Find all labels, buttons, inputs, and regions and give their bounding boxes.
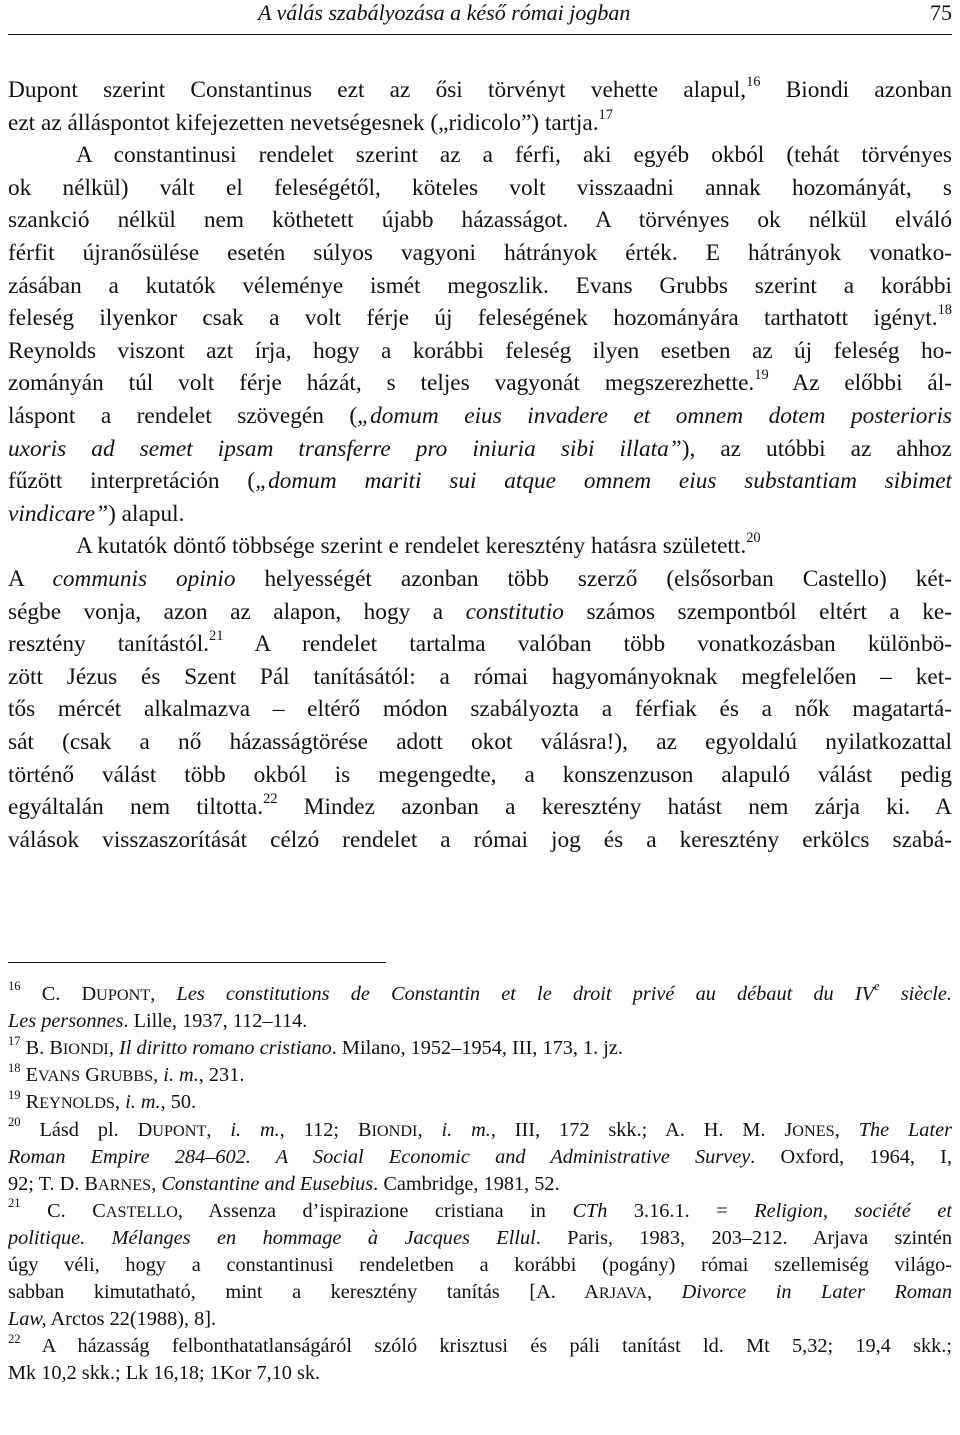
text-run: A constantinusi rendelet szerint az a férfi, aki egyéb okból (tehát törvényes — [76, 142, 952, 169]
footnote-line — [8, 1305, 952, 1333]
text-run: 92; T. D. B — [8, 1172, 98, 1195]
italic-text: Constantine and Eusebius — [161, 1172, 374, 1195]
text-run: , — [647, 1281, 682, 1304]
body-line — [8, 139, 952, 171]
footnote-line — [8, 1197, 952, 1225]
italic-text: „domum mariti sui atque omnem eius substantiam sibimet — [255, 468, 952, 495]
small-caps-text: VANS — [38, 1067, 81, 1086]
text-run: feleség ilyenkor csak a volt férje új feleségének hozományára tarthatott igényt. — [8, 305, 938, 332]
body-line — [8, 237, 952, 269]
text-run: A házasság felbonthatatlanságáról szóló krisztusi és páli tanítást ld. Mt 5,32; 19,4 skk.; — [20, 1335, 952, 1358]
footnote-marker: 18 — [937, 302, 952, 319]
text-run: , — [834, 1118, 859, 1141]
text-run: fűzött interpretáción ( — [8, 468, 256, 495]
small-caps-text: ASTELLO — [105, 1202, 178, 1221]
italic-text: Roman Empire 284–602. A Social Economic and Administrative Survey — [8, 1145, 751, 1168]
small-caps-text: ARNES — [97, 1175, 152, 1194]
text-run: ) alapul. — [108, 500, 185, 527]
small-caps-text: EYNOLDS — [39, 1094, 115, 1113]
italic-text: vindicare” — [8, 500, 109, 527]
body-line — [8, 693, 952, 725]
text-run: Mk 10,2 skk.; Lk 16,18; 1Kor 7,10 sk. — [8, 1362, 321, 1385]
text-run: G — [80, 1064, 100, 1087]
body-line — [8, 824, 952, 856]
italic-text: Les personnes — [8, 1010, 124, 1033]
text-run: Biondi azonban — [760, 77, 952, 103]
body-line — [8, 628, 952, 660]
footnote-marker: 17 — [8, 1034, 21, 1048]
text-run: zásában a kutatók véleménye ismét megoszlik. Evans Grubbs szerint a korábbi — [8, 272, 952, 299]
text-run: ségbe vonja, azon az alapon, hogy a — [8, 598, 466, 625]
text-run: 3.16.1. = — [607, 1199, 755, 1222]
footnote-marker: 21 — [8, 1196, 21, 1211]
footnote-marker: 22 — [8, 1332, 21, 1346]
text-run: A — [8, 566, 53, 592]
text-run: , 231. — [198, 1064, 245, 1087]
text-run: , — [150, 983, 177, 1005]
text-run: ), az utóbbi az ahhoz — [681, 435, 952, 462]
text-run: . Paris, 1983, 203–212. Arjava szintén — [535, 1226, 952, 1249]
text-run: . Cambridge, 1981, 52. — [373, 1172, 560, 1195]
text-run: R — [20, 1091, 40, 1114]
footnote-line — [8, 1007, 952, 1035]
text-run: , — [108, 1037, 119, 1060]
small-caps-text: IONDI — [62, 1040, 109, 1059]
text-run: sát (csak a nő házasságtörése adott okot válásra!), az egyoldalú nyilatkozattal — [8, 729, 952, 755]
body-line — [8, 172, 952, 204]
body-line — [8, 661, 952, 693]
footnote-line — [8, 1224, 952, 1252]
text-run: C. D — [20, 983, 97, 1005]
footnote-marker: 19 — [8, 1088, 21, 1102]
small-caps-text: UPONT — [96, 986, 151, 1004]
footnote-line — [8, 1278, 952, 1306]
footnote-marker: 16 — [746, 74, 761, 91]
body-line — [8, 726, 952, 758]
text-run: A rendelet tartalma valóban több vonatkozásban különbö- — [223, 631, 952, 658]
page-number: 75 — [930, 0, 952, 25]
body-line — [8, 335, 952, 367]
italic-text: Law, — [8, 1308, 47, 1331]
text-run: Arctos 22(1988), 8]. — [46, 1308, 217, 1331]
body-line — [8, 367, 952, 399]
footnote-line — [8, 1034, 952, 1062]
text-run: , — [206, 1118, 231, 1141]
body-line — [8, 759, 952, 791]
small-caps-text: ONES — [792, 1121, 835, 1140]
italic-text: Religion, société et — [754, 1199, 952, 1222]
body-line — [8, 596, 952, 628]
footnote-marker: 19 — [754, 367, 769, 384]
text-run: helyességét azonban több szerző (elsősorban Castello) két- — [235, 566, 952, 592]
footnote-marker: e — [874, 980, 880, 994]
footnote-line — [8, 1251, 952, 1279]
small-caps-text: UPONT — [152, 1121, 207, 1140]
footnote-marker: 21 — [209, 628, 224, 645]
text-run: , Assenza d’ispirazione cristiana in — [177, 1199, 573, 1222]
footnote-line — [8, 1332, 952, 1360]
italic-text: i. m. — [163, 1064, 199, 1087]
text-run: ok nélkül) vált el feleségétől, köteles volt visszaadni annak hozományát, s — [8, 174, 952, 201]
footnote-marker: 18 — [8, 1061, 21, 1075]
italic-text: constitutio — [465, 598, 564, 625]
text-run: Reynolds viszont azt írja, hogy a korábbi feleség ilyen esetben az új feleség ho- — [8, 337, 952, 364]
italic-text: „domum eius invadere et omnem dotem posterioris — [357, 403, 952, 429]
running-title: A válás szabályozása a késő római jogban — [258, 0, 631, 25]
footnote-line — [8, 1116, 952, 1144]
text-run: Dupont szerint Constantinus ezt az ősi törvényt vehette alapul, — [8, 77, 747, 103]
footnote-line — [8, 980, 952, 1008]
footnote-line — [8, 1143, 952, 1171]
footnote-line — [8, 1088, 952, 1116]
body-line — [8, 465, 952, 497]
footnote-marker: 20 — [8, 1115, 21, 1129]
body-line — [8, 107, 952, 139]
italic-text: i. m. — [441, 1118, 491, 1141]
italic-text: Divorce in Later Roman — [681, 1281, 952, 1304]
text-run: , 50. — [160, 1091, 197, 1114]
body-line — [8, 400, 952, 432]
text-run: Mindez azonban a keresztény hatást nem zárja ki. A — [277, 794, 952, 821]
italic-text: i. m. — [125, 1091, 161, 1114]
italic-text: Il diritto romano cristiano — [118, 1037, 332, 1060]
header-rule — [8, 34, 952, 35]
italic-text: uxoris ad semet ipsam transferre pro iniuria sibi illata” — [8, 435, 682, 462]
body-line — [8, 498, 952, 530]
text-run: , — [114, 1091, 126, 1114]
italic-text: Les constitutions de Constantin et le droit privé au débaut du IV — [176, 983, 874, 1005]
text-run: úgy véli, hogy a constantinusi rendeletben a korábbi (pogány) római szellemiség világo- — [8, 1254, 952, 1276]
text-run: , — [151, 1172, 162, 1195]
footnote-marker: 20 — [746, 530, 761, 547]
text-run: zományán túl volt férje házát, s teljes vagyonát megszerezhette. — [8, 370, 755, 397]
small-caps-text: RUBBS — [99, 1067, 154, 1086]
body-line — [8, 433, 952, 465]
italic-text: siècle. — [879, 983, 952, 1005]
text-run: E — [20, 1064, 39, 1087]
text-run: egyáltalán nem tiltotta. — [8, 794, 264, 821]
text-run: történő válást több okból is megengedte, a konszenzuson alapuló válást pedig — [8, 761, 952, 788]
text-run: . Oxford, 1964, I, — [750, 1145, 952, 1168]
footnote-marker: 17 — [598, 106, 613, 123]
body-line — [8, 530, 952, 562]
text-run: ezt az álláspontot kifejezetten nevetségesnek („ridicolo”) tartja. — [8, 109, 599, 136]
text-run: A kutatók döntő többsége szerint e rendelet keresztény hatásra született. — [76, 533, 747, 560]
text-run: , — [153, 1064, 164, 1087]
text-run: , III, 172 skk.; A. H. M. J — [490, 1118, 793, 1141]
text-run: Lásd pl. D — [20, 1118, 153, 1141]
body-line — [8, 791, 952, 823]
body-line — [8, 270, 952, 302]
italic-text: politique. Mélanges en hommage à Jacques Ellul — [8, 1226, 536, 1249]
text-run: . Lille, 1937, 112–114. — [123, 1010, 308, 1033]
text-run: láspont a rendelet szövegén ( — [8, 403, 358, 429]
text-run: . Milano, 1952–1954, III, 173, 1. jz. — [331, 1037, 623, 1060]
text-run: válások visszaszorítását célzó rendelet a római jog és a keresztény erkölcs szabá- — [8, 826, 952, 853]
body-line — [8, 302, 952, 334]
page-header — [0, 0, 960, 34]
italic-text: The Later — [858, 1118, 952, 1141]
italic-text: i. m. — [230, 1118, 280, 1141]
italic-text: communis opinio — [52, 566, 236, 592]
footnote-line — [8, 1061, 952, 1089]
text-run: resztény tanítástól. — [8, 631, 210, 658]
text-run: sabban kimutatható, mint a keresztény tanítás [A. A — [8, 1281, 599, 1304]
footnote-line — [8, 1170, 952, 1198]
text-run: B. B — [20, 1037, 63, 1060]
body-line — [8, 74, 952, 106]
text-run: szankció nélkül nem köthetett újabb házasságot. A törvényes ok nélkül elváló — [8, 207, 952, 234]
text-run: , — [417, 1118, 442, 1141]
footnote-marker: 22 — [263, 791, 278, 808]
footnote-line — [8, 1359, 952, 1387]
text-run: , 112; B — [279, 1118, 372, 1141]
text-run: férfit újranősülése esetén súlyos vagyoni hátrányok érték. E hátrányok vonatko- — [8, 240, 952, 266]
footnote-separator — [8, 962, 386, 963]
small-caps-text: RJAVA — [598, 1284, 648, 1303]
body-line — [8, 563, 952, 595]
text-run: tős mércét alkalmazva – eltérő módon szabályozta a férfiak és a nők magatartá- — [8, 696, 952, 723]
footnote-marker: 16 — [8, 980, 21, 994]
text-run: Az előbbi ál- — [768, 370, 952, 397]
text-run: zött Jézus és Szent Pál tanításától: a római hagyományoknak megfelelően – ket- — [8, 663, 952, 690]
body-line — [8, 204, 952, 236]
text-run: C. C — [20, 1199, 106, 1222]
text-run: számos szempontból eltért a ke- — [563, 598, 952, 625]
italic-text: CTh — [572, 1199, 608, 1222]
small-caps-text: IONDI — [371, 1121, 418, 1140]
